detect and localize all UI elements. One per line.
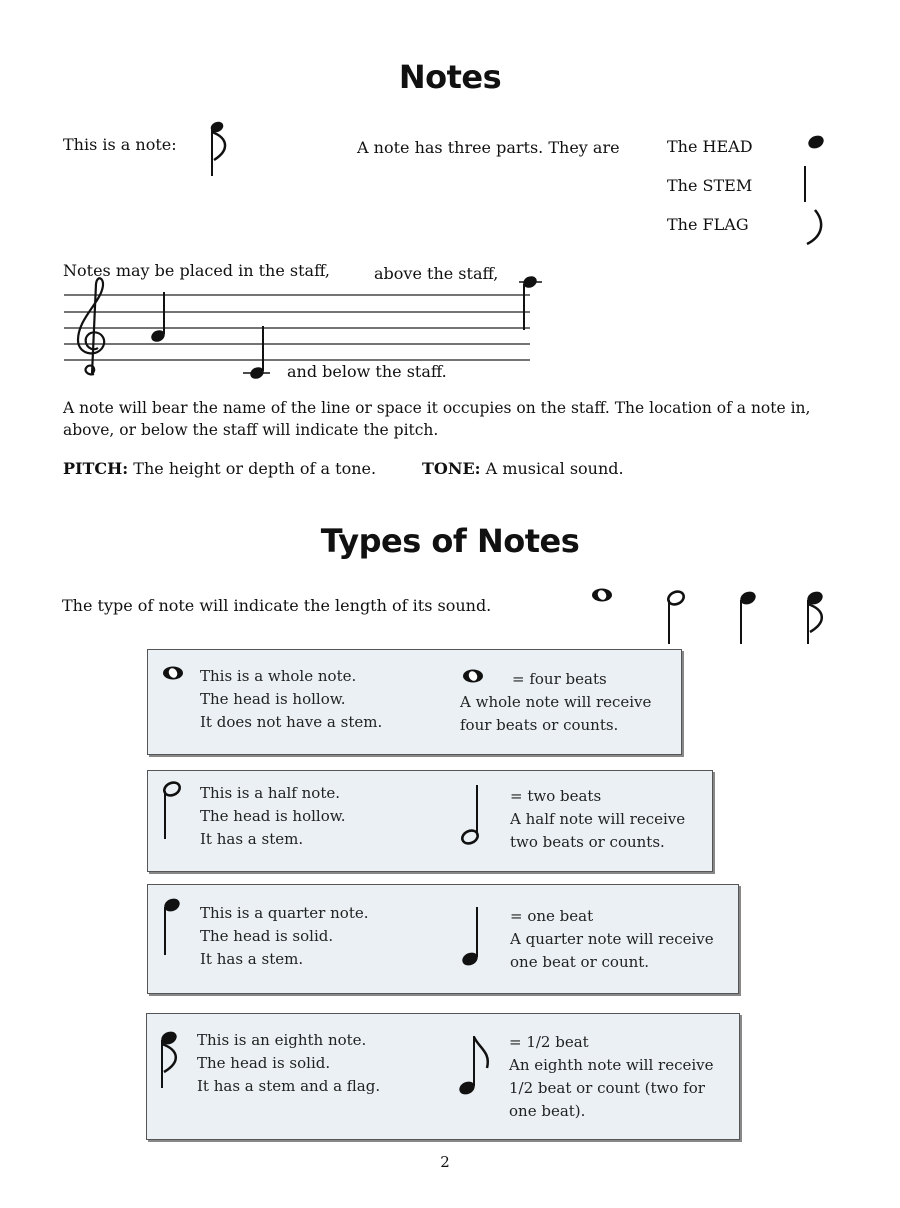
half-note-box	[147, 770, 713, 872]
note-intro-label: This is a note:	[63, 135, 177, 154]
half-note-icon	[158, 777, 184, 843]
part-stem-label: The STEM	[667, 176, 753, 195]
tone-def: A musical sound.	[485, 459, 624, 478]
box-right-line: one beat or count.	[510, 953, 650, 971]
types-intro: The type of note will indicate the length of its sound.	[62, 596, 492, 615]
eighth-note-box	[146, 1013, 740, 1140]
box-left-line: The head is solid.	[197, 1054, 331, 1072]
eighth-note-sample-icon	[801, 586, 835, 646]
tone-definition	[422, 459, 624, 478]
half-note-sample-icon	[662, 586, 688, 646]
pitch-definition	[63, 459, 376, 478]
box-right-line: four beats or counts.	[460, 716, 619, 734]
eighth-note-example-icon	[200, 116, 240, 180]
staff-below-label: and below the staff.	[287, 362, 447, 381]
page-number: 2	[440, 1153, 450, 1171]
box-right-line: = 1/2 beat	[509, 1033, 589, 1051]
box-right-line: A half note will receive	[510, 810, 686, 828]
part-flag-label: The FLAG	[667, 215, 749, 234]
eighth-note-beats-icon	[453, 1032, 493, 1098]
box-left-line: It has a stem.	[200, 830, 304, 848]
box-right-line: An eighth note will receive	[509, 1056, 714, 1074]
staff-note-in	[149, 292, 166, 344]
tone-term: TONE:	[422, 459, 481, 478]
three-parts-text: A note has three parts. They are	[357, 138, 620, 157]
box-right-line: = one beat	[510, 907, 594, 925]
note-stem-icon	[800, 164, 810, 204]
whole-note-box	[147, 649, 682, 755]
box-left-line: The head is hollow.	[200, 690, 346, 708]
quarter-note-icon	[158, 893, 184, 959]
box-left-line: It does not have a stem.	[200, 713, 383, 731]
quarter-note-box	[147, 884, 739, 994]
box-left-line: It has a stem.	[200, 950, 304, 968]
eighth-note-icon	[155, 1026, 189, 1092]
part-head-label: The HEAD	[667, 137, 753, 156]
note-head-icon	[804, 130, 828, 154]
box-right-line: 1/2 beat or count (two for	[509, 1079, 705, 1097]
box-right-line: A whole note will receive	[460, 693, 652, 711]
box-right-line: A quarter note will receive	[510, 930, 714, 948]
pitch-term: PITCH:	[63, 459, 129, 478]
whole-note-sample-icon	[589, 586, 615, 604]
staff-above-label: above the staff,	[374, 264, 499, 283]
box-left-line: This is a quarter note.	[200, 904, 369, 922]
box-left-line: The head is solid.	[200, 927, 334, 945]
note-name-paragraph: A note will bear the name of the line or space it occupies on the staff. The location of a note in, above, or below the staff will indicate the pitch.	[63, 399, 811, 439]
note-flag-icon	[803, 206, 827, 246]
quarter-note-beats-icon	[456, 903, 484, 969]
box-left-line: It has a stem and a flag.	[197, 1077, 381, 1095]
box-left-line: This is a half note.	[200, 784, 340, 802]
page-title: Notes	[398, 58, 502, 96]
pitch-def: The height or depth of a tone.	[133, 459, 377, 478]
box-left-line: The head is hollow.	[200, 807, 346, 825]
quarter-note-sample-icon	[734, 586, 760, 646]
box-right-line: = four beats	[512, 670, 607, 688]
box-left-line: This is a whole note.	[200, 667, 357, 685]
box-left-line: This is an eighth note.	[197, 1031, 367, 1049]
half-note-beats-icon	[456, 781, 484, 847]
staff-in-label: Notes may be placed in the staff,	[63, 261, 330, 280]
box-right-line: = two beats	[510, 787, 602, 805]
box-right-line: one beat).	[509, 1102, 586, 1120]
types-section-title: Types of Notes	[320, 522, 580, 560]
whole-note-icon	[160, 664, 186, 682]
staff-note-below	[243, 326, 270, 381]
staff-note-above	[519, 274, 542, 330]
box-right-line: two beats or counts.	[510, 833, 665, 851]
